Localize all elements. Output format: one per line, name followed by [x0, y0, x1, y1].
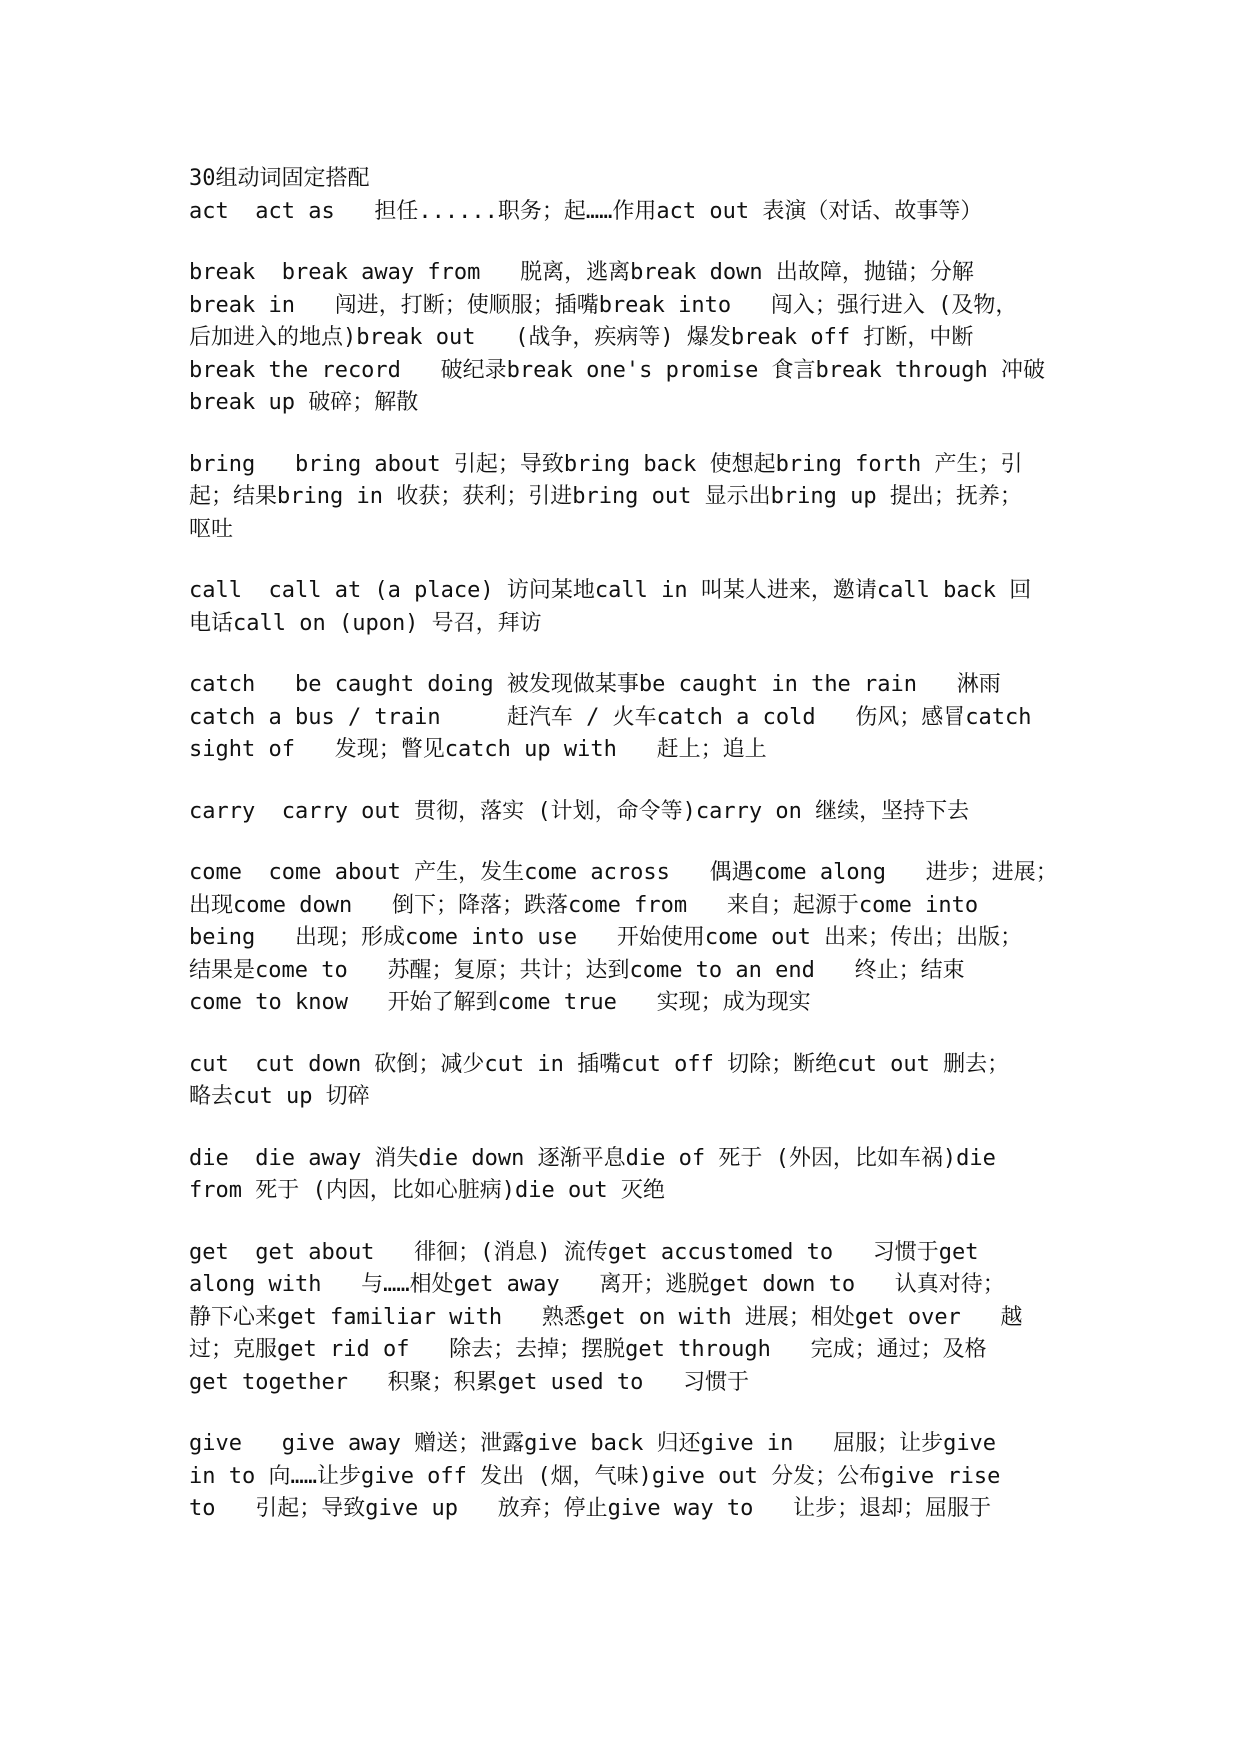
entry-line: give give away 赠送；泄露give back 归还give in 屈服；让步give: [189, 1431, 997, 1456]
entry-line: in to 向……让步give off 发出 (烟，气味)give out 分发；公布give rise: [189, 1463, 1001, 1489]
entry-get: [189, 1237, 1069, 1400]
entry-line: break in 闯进，打断；使顺服；插嘴break into 闯入；强行进入 (及物，: [189, 292, 1018, 318]
entry-cut: [189, 1049, 1069, 1114]
entry-line: 后加进入的地点)break out (战争，疾病等) 爆发break off 打断，中断: [189, 325, 974, 350]
entry-line: 过；克服get rid of 除去；去掉；摆脱get through 完成；通过；及格: [189, 1337, 987, 1362]
entry-line: 静下心来get familiar with 熟悉get on with 进展；相处get over 越: [189, 1304, 1023, 1330]
entry-line: 出现come down 倒下；降落；跌落come from 来自；起源于come into: [189, 892, 979, 918]
entry-line: die die away 消失die down 逐渐平息die of 死于 (外因，比如车祸)die: [189, 1145, 996, 1171]
entry-line: come to know 开始了解到come true 实现；成为现实: [189, 990, 811, 1015]
entry-line: break the record 破纪录break one's promise 食言break through 冲破: [189, 357, 1045, 383]
entry-line: call call at (a place) 访问某地call in 叫某人进来，邀请call back 回: [189, 578, 1032, 603]
entry-line: cut cut down 砍倒；减少cut in 插嘴cut off 切除；断绝cut out 删去；: [189, 1051, 1010, 1077]
entry-give: [189, 1428, 1069, 1526]
entry-line: 起；结果bring in 收获；获利；引进bring out 显示出bring up 提出；抚养；: [189, 484, 1022, 509]
entry-line: catch a bus / train 赶汽车 / 火车catch a cold 伤风；感冒catch: [189, 704, 1032, 730]
entry-carry: [189, 796, 1069, 829]
entry-line: 结果是come to 苏醒；复原；共计；达到come to an end 终止；结束: [189, 957, 965, 983]
entry-line: 呕吐: [189, 516, 234, 542]
entry-line: carry carry out 贯彻，落实 (计划，命令等)carry on 继续，坚持下去: [189, 798, 970, 824]
entry-line: 电话call on (upon) 号召，拜访: [189, 610, 542, 636]
entry-die: [189, 1143, 1069, 1208]
entry-line: break up 破碎；解散: [189, 390, 419, 415]
page-title: 30组动词固定搭配: [189, 166, 370, 191]
entry-bring: [189, 449, 1069, 547]
entry-line: break break away from 脱离，逃离break down 出故障，抛锚；分解: [189, 260, 974, 285]
entry-line: 略去cut up 切碎: [189, 1084, 370, 1109]
entry-line: bring bring about 引起；导致bring back 使想起bring forth 产生；引: [189, 451, 1023, 477]
entry-come: [189, 857, 1069, 1020]
entry-line: get together 积聚；积累get used to 习惯于: [189, 1369, 750, 1395]
entry-call: [189, 575, 1069, 640]
entry-act: [189, 196, 1069, 229]
entry-break: [189, 257, 1069, 420]
entry-line: sight of 发现；瞥见catch up with 赶上；追上: [189, 737, 767, 762]
entry-line: come come about 产生，发生come across 偶遇come along 进步；进展；: [189, 860, 1058, 885]
entry-line: along with 与……相处get away 离开；逃脱get down to 认真对待；: [189, 1272, 1005, 1297]
entry-line: being 出现；形成come into use 开始使用come out 出来；传出；出版；: [189, 925, 1023, 950]
entry-line: to 引起；导致give up 放弃；停止give way to 让步；退却；屈服于: [189, 1496, 992, 1521]
entry-line: catch be caught doing 被发现做某事be caught in the rain 淋雨: [189, 672, 1001, 697]
entry-line: from 死于 (内因，比如心脏病)die out 灭绝: [189, 1178, 665, 1203]
entries-list: [189, 196, 1069, 1526]
document-body: [189, 163, 1069, 1555]
entry-line: act act as 担任......职务；起……作用act out 表演（对话、故事等）: [189, 198, 983, 224]
entry-line: get get about 徘徊；(消息) 流传get accustomed to 习惯于get: [189, 1239, 979, 1265]
entry-catch: [189, 669, 1069, 767]
